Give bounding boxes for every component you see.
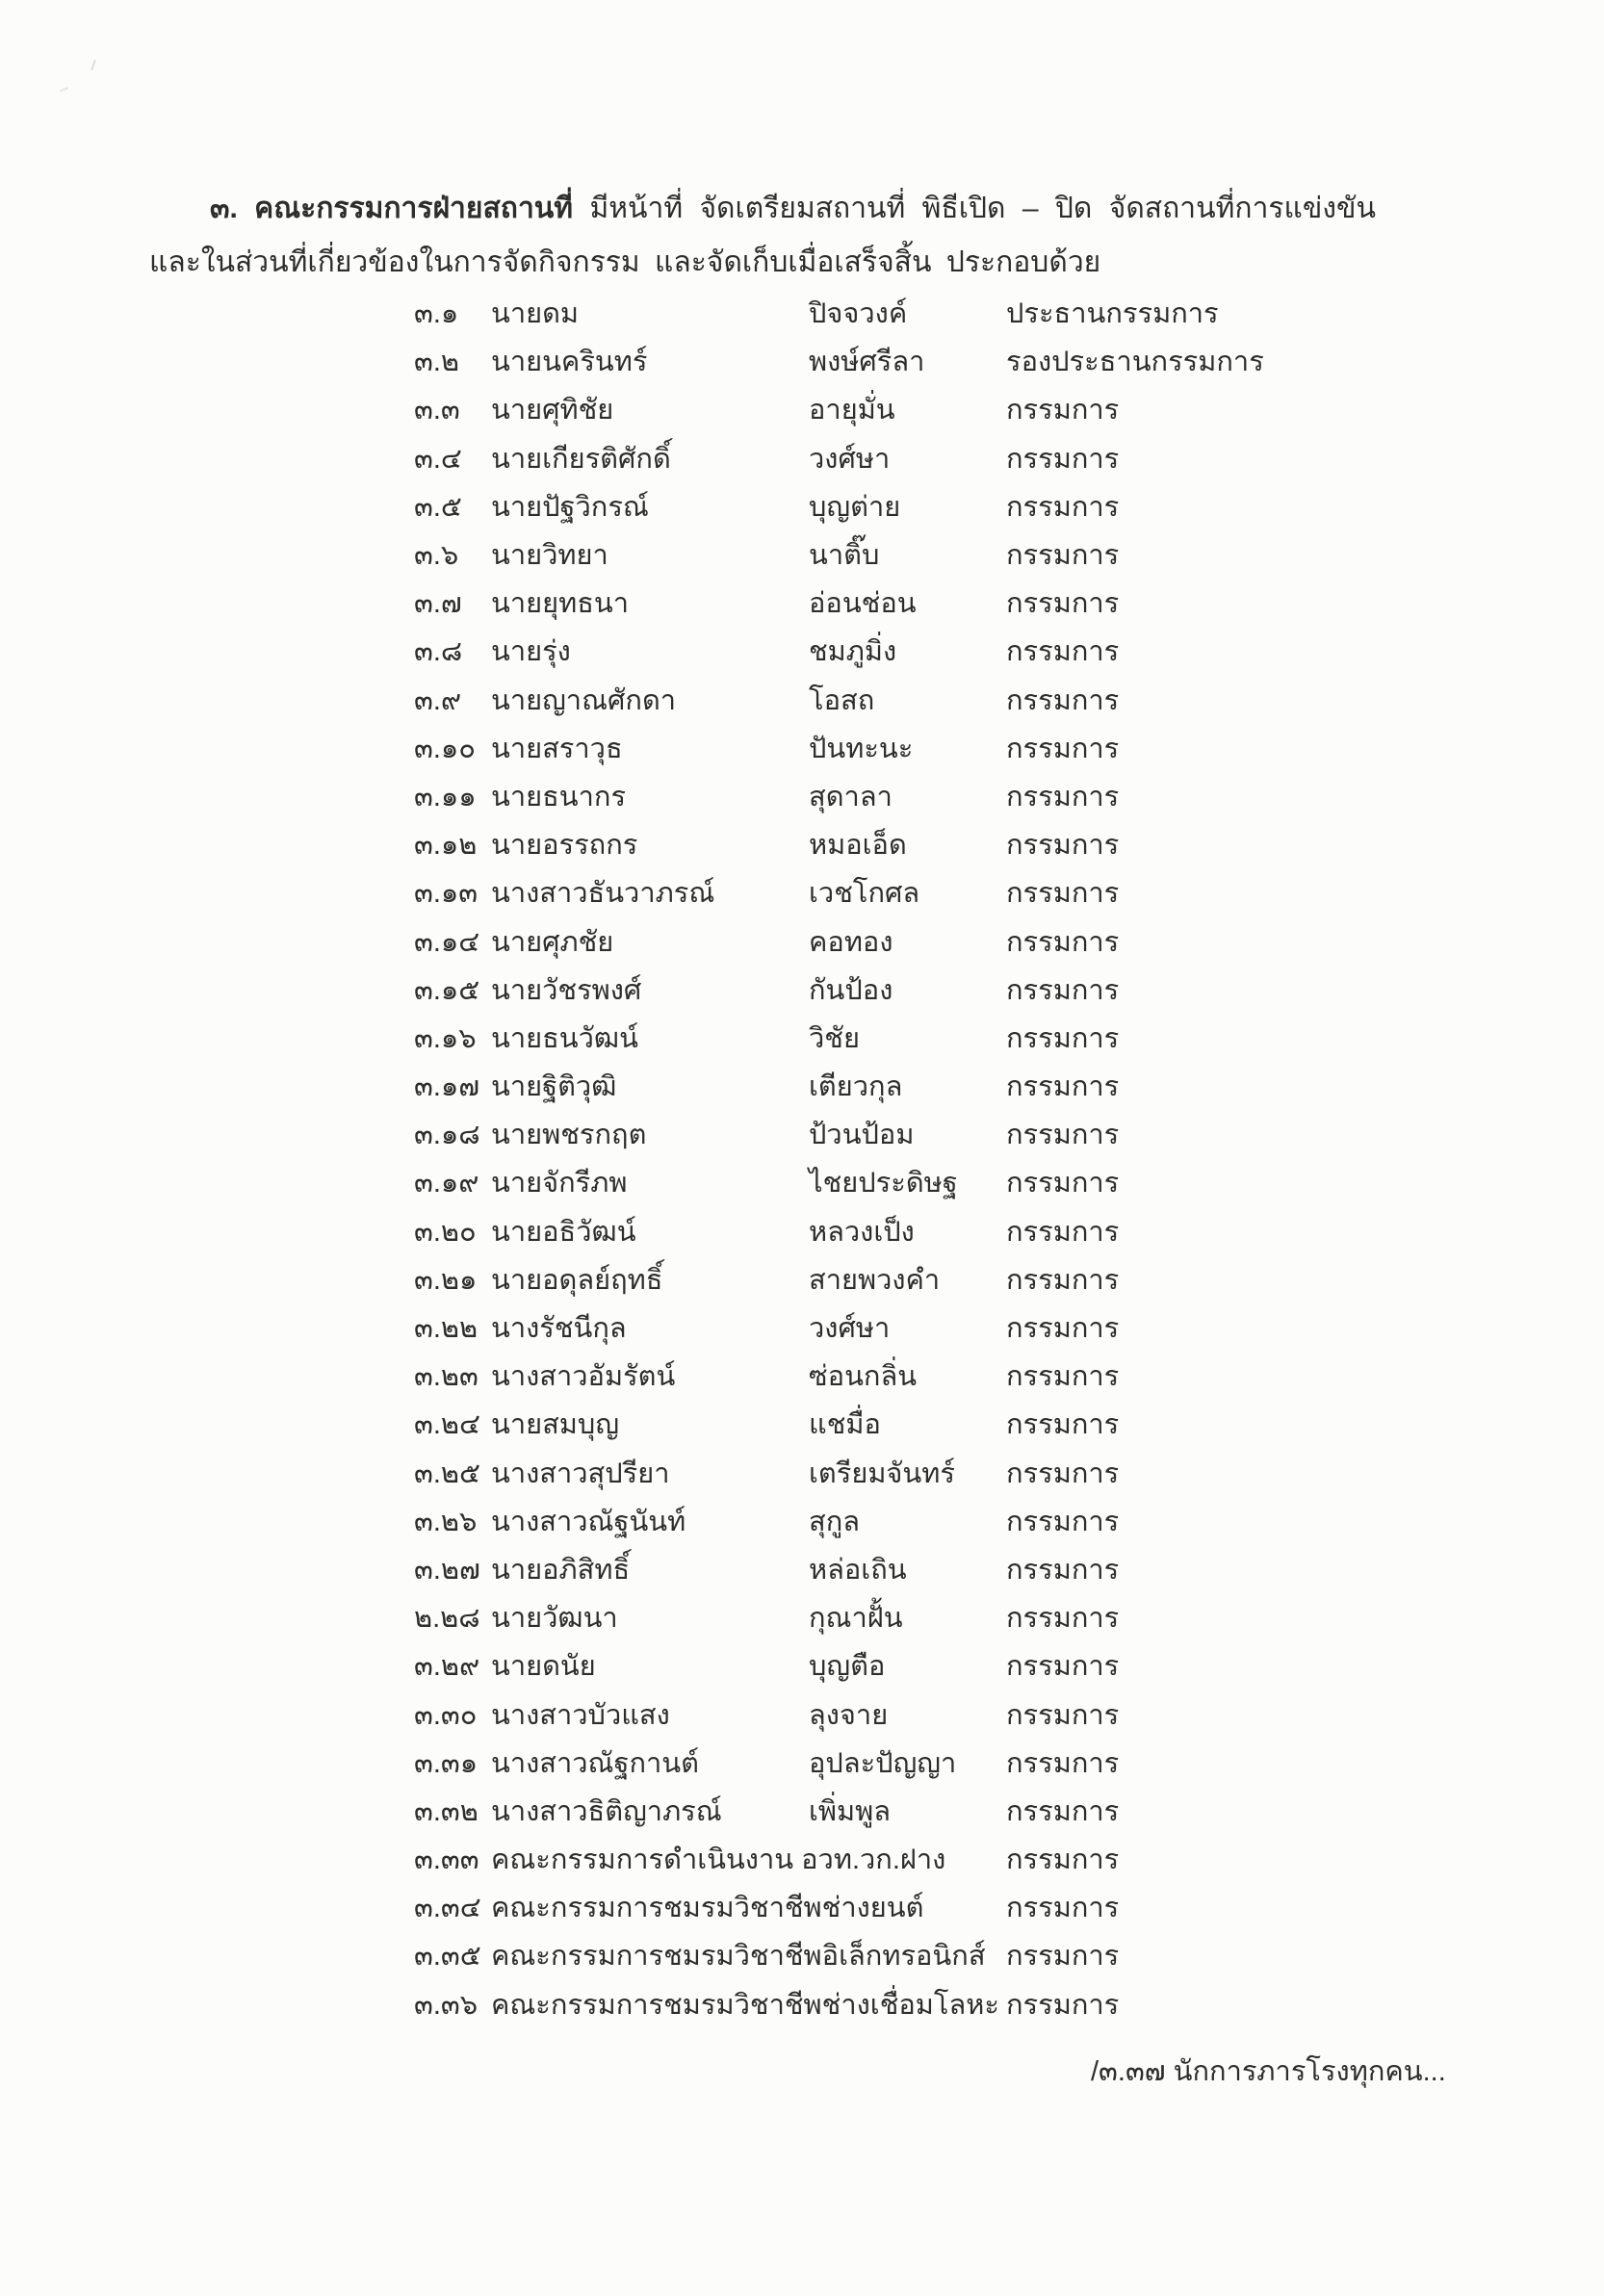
member-role: กรรมการ: [1006, 1409, 1120, 1441]
row-number: ๓.๒๙: [414, 1651, 480, 1683]
committee-row: [0, 337, 1604, 385]
member-role: กรรมการ: [1006, 1603, 1120, 1635]
member-name: นายศุทิชัย: [491, 395, 614, 426]
row-number: ๓.๒๗: [414, 1554, 480, 1586]
member-surname: ซ่อนกลิ่น: [809, 1361, 918, 1393]
member-surname: ปิจจวงค์: [809, 298, 908, 330]
row-number: ๓.๕: [414, 491, 462, 523]
row-number: ๓.๑๒: [414, 830, 478, 862]
member-name: นางสาวณัฐกานต์: [491, 1747, 699, 1779]
committee-row: [0, 1014, 1604, 1062]
committee-row: [0, 1835, 1604, 1883]
committee-row: [0, 434, 1604, 482]
member-surname: เพิ่มพูล: [809, 1795, 892, 1827]
row-number: ๓.๑๖: [414, 1022, 477, 1054]
member-surname: เตรียมจันทร์: [809, 1458, 955, 1489]
member-surname: อ่อนช่อน: [809, 588, 917, 620]
row-number: ๓.๑: [414, 298, 459, 330]
member-surname: นาติ๊บ: [809, 540, 880, 572]
member-role: กรรมการ: [1006, 1313, 1120, 1345]
member-role: กรรมการ: [1006, 926, 1120, 958]
member-name: นายปัฐวิกรณ์: [491, 491, 649, 523]
row-number: ๓.๒: [414, 347, 459, 378]
member-role: กรรมการ: [1006, 1795, 1120, 1827]
member-surname: ไชยประดิษฐ: [809, 1168, 958, 1200]
committee-row: [0, 385, 1604, 433]
committee-row: [0, 1980, 1604, 2028]
row-number: ๓.๙: [414, 684, 462, 716]
committee-row: [0, 579, 1604, 627]
member-role: กรรมการ: [1006, 540, 1120, 572]
committee-row: [0, 1062, 1604, 1110]
member-role: กรรมการ: [1006, 1361, 1120, 1393]
member-role: กรรมการ: [1006, 1747, 1120, 1779]
member-role: กรรมการ: [1006, 491, 1120, 523]
member-surname: กุณาฝั้น: [809, 1603, 903, 1635]
stray-pencil-mark: [60, 87, 68, 91]
member-name: คณะกรรมการชมรมวิชาชีพช่างเชื่อมโลหะ: [491, 1989, 999, 2021]
member-name: นายสราวุธ: [491, 733, 623, 764]
member-role: กรรมการ: [1006, 1120, 1120, 1151]
member-name: นายเกียรติศักดิ์: [491, 443, 671, 475]
row-number: ๓.๑๐: [414, 733, 476, 764]
member-name: นายยุทธนา: [491, 588, 630, 620]
member-name: คณะกรรมการชมรมวิชาชีพช่างยนต์: [491, 1893, 924, 1924]
row-number: ๓.๑๕: [414, 974, 480, 1006]
committee-row: [0, 1158, 1604, 1206]
member-name: นายศุภชัย: [491, 926, 614, 958]
member-surname: วงศ์ษา: [809, 443, 891, 475]
member-name: นายดนัย: [491, 1651, 596, 1683]
member-surname: ลุงจาย: [809, 1699, 889, 1731]
member-name: นางสาวธันวาภรณ์: [491, 878, 715, 910]
member-role: กรรมการ: [1006, 878, 1120, 910]
stray-pencil-mark: [91, 60, 95, 70]
member-surname: พงษ์ศรีลา: [809, 347, 925, 378]
member-name: นางรัชนีกุล: [491, 1313, 627, 1345]
committee-row: [0, 1400, 1604, 1448]
row-number: ๓.๑๙: [414, 1168, 479, 1200]
row-number: ๒.๒๘: [414, 1603, 480, 1635]
member-surname: ป้วนป้อม: [809, 1120, 915, 1151]
row-number: ๓.๓๓: [414, 1845, 479, 1876]
member-name: นางสาวอัมรัตน์: [491, 1361, 676, 1393]
member-name: คณะกรรมการชมรมวิชาชีพอิเล็กทรอนิกส์: [491, 1941, 986, 1973]
committee-row: [0, 1593, 1604, 1641]
committee-row: [0, 1207, 1604, 1255]
member-role: ประธานกรรมการ: [1006, 298, 1219, 330]
member-role: กรรมการ: [1006, 1989, 1120, 2021]
member-name: นายธนากร: [491, 781, 627, 813]
row-number: ๓.๒๑: [414, 1264, 478, 1296]
member-role: กรรมการ: [1006, 781, 1120, 813]
member-role: กรรมการ: [1006, 1264, 1120, 1296]
row-number: ๓.๔: [414, 443, 462, 475]
section-heading-continued: และในส่วนที่เกี่ยวข้องในการจัดกิจกรรม และจัดเก็บเมื่อเสร็จสิ้น ประกอบด้วย: [149, 246, 1101, 278]
member-surname: หล่อเถิน: [809, 1554, 907, 1586]
member-role: กรรมการ: [1006, 1893, 1120, 1924]
member-name: นายดม: [491, 298, 580, 330]
section-heading: [210, 189, 1376, 229]
member-role: รองประธานกรรมการ: [1006, 347, 1264, 378]
row-number: ๓.๒๕: [414, 1458, 480, 1489]
member-role: กรรมการ: [1006, 1845, 1120, 1876]
member-surname: ชมภูมิ่ง: [809, 636, 897, 668]
member-name: นายนครินทร์: [491, 347, 648, 378]
member-surname: สุดาลา: [809, 781, 893, 813]
member-role: กรรมการ: [1006, 1071, 1120, 1103]
member-name: นายพชรกฤต: [491, 1120, 647, 1151]
member-name: นางสาวบัวแสง: [491, 1699, 670, 1731]
row-number: ๓.๒๔: [414, 1409, 480, 1441]
row-number: ๓.๑๗: [414, 1071, 480, 1103]
member-name: นายอภิสิทธิ์: [491, 1554, 631, 1586]
member-name: นางสาวธิติญาภรณ์: [491, 1795, 722, 1827]
continuation-note: /๓.๓๗ นักการภารโรงทุกคน...: [1091, 2056, 1446, 2087]
member-role: กรรมการ: [1006, 1651, 1120, 1683]
committee-row: [0, 627, 1604, 675]
member-surname: เวชโกศล: [809, 878, 920, 910]
member-role: กรรมการ: [1006, 1168, 1120, 1200]
row-number: ๓.๓๕: [414, 1941, 481, 1973]
member-name: นายอดุลย์ฤทธิ์: [491, 1264, 663, 1296]
row-number: ๓.๓๒: [414, 1795, 479, 1827]
row-number: ๓.๒๖: [414, 1506, 478, 1537]
row-number: ๓.๓๖: [414, 1989, 479, 2021]
row-number: ๓.๗: [414, 588, 462, 620]
member-surname: อายุมั่น: [809, 395, 895, 426]
member-role: กรรมการ: [1006, 443, 1120, 475]
member-name: นายอธิวัฒน์: [491, 1216, 636, 1248]
member-surname: บุญตือ: [809, 1651, 886, 1683]
member-surname: เตียวกุล: [809, 1071, 903, 1103]
member-surname: บุญต่าย: [809, 491, 901, 523]
row-number: ๓.๒๓: [414, 1361, 479, 1393]
member-surname: แชมื่อ: [809, 1409, 881, 1441]
member-role: กรรมการ: [1006, 588, 1120, 620]
committee-row: [0, 966, 1604, 1014]
committee-row: [0, 772, 1604, 820]
committee-row: [0, 1690, 1604, 1738]
member-surname: อุปละปัญญา: [809, 1747, 957, 1779]
member-name: นายอรรถกร: [491, 830, 638, 862]
committee-row: [0, 820, 1604, 868]
member-name: นายฐิติวุฒิ: [491, 1071, 617, 1103]
row-number: ๓.๓๔: [414, 1893, 481, 1924]
row-number: ๓.๑๔: [414, 926, 480, 958]
member-name: นางสาวสุปรียา: [491, 1458, 670, 1489]
committee-list: [0, 289, 1604, 2028]
committee-row: [0, 1787, 1604, 1835]
member-name: นายรุ่ง: [491, 636, 571, 668]
committee-row: [0, 1883, 1604, 1931]
member-name: นายสมบุญ: [491, 1409, 620, 1441]
member-name: นายจักรีภพ: [491, 1168, 628, 1200]
committee-row: [0, 1110, 1604, 1158]
committee-row: [0, 1739, 1604, 1787]
member-role: กรรมการ: [1006, 1699, 1120, 1731]
member-role: กรรมการ: [1006, 1022, 1120, 1054]
row-number: ๓.๒๒: [414, 1313, 479, 1345]
section-heading-title: ๓. คณะกรรมการฝ่ายสถานที่: [210, 193, 574, 224]
committee-row: [0, 1931, 1604, 1979]
member-role: กรรมการ: [1006, 733, 1120, 764]
member-surname: หลวงเป็ง: [809, 1216, 915, 1248]
member-surname: หมอเอ็ด: [809, 830, 907, 862]
member-surname: สุกูล: [809, 1506, 861, 1537]
member-surname: วงศ์ษา: [809, 1313, 891, 1345]
section-heading-duty: มีหน้าที่ จัดเตรียมสถานที่ พิธีเปิด – ปิด จัดสถานที่การแข่งขัน: [589, 193, 1377, 224]
row-number: ๓.๓: [414, 395, 460, 426]
row-number: ๓.๒๐: [414, 1216, 477, 1248]
member-role: กรรมการ: [1006, 1941, 1120, 1973]
committee-row: [0, 868, 1604, 916]
member-role: กรรมการ: [1006, 830, 1120, 862]
member-name: นายธนวัฒน์: [491, 1022, 638, 1054]
committee-row: [0, 289, 1604, 337]
member-surname: ปันทะนะ: [809, 733, 914, 764]
member-surname: คอทอง: [809, 926, 893, 958]
member-surname: สายพวงคำ: [809, 1264, 941, 1296]
row-number: ๓.๑๓: [414, 878, 479, 910]
committee-row: [0, 1303, 1604, 1352]
member-role: กรรมการ: [1006, 1554, 1120, 1586]
committee-row: [0, 1449, 1604, 1497]
member-role: กรรมการ: [1006, 395, 1120, 426]
member-role: กรรมการ: [1006, 1458, 1120, 1489]
member-surname: โอสถ: [809, 684, 875, 716]
committee-row: [0, 916, 1604, 965]
row-number: ๓.๑๑: [414, 781, 477, 813]
row-number: ๓.๑๘: [414, 1120, 480, 1151]
committee-row: [0, 530, 1604, 579]
row-number: ๓.๖: [414, 540, 459, 572]
row-number: ๓.๘: [414, 636, 463, 668]
member-name: นายวัชรพงศ์: [491, 974, 642, 1006]
row-number: ๓.๓๑: [414, 1747, 479, 1779]
member-name: นายวัฒนา: [491, 1603, 618, 1635]
member-role: กรรมการ: [1006, 684, 1120, 716]
committee-row: [0, 724, 1604, 772]
committee-row: [0, 1641, 1604, 1690]
member-name: นายญาณศักดา: [491, 684, 677, 716]
member-role: กรรมการ: [1006, 1506, 1120, 1537]
member-name: นายวิทยา: [491, 540, 608, 572]
member-role: กรรมการ: [1006, 974, 1120, 1006]
committee-row: [0, 482, 1604, 530]
committee-row: [0, 1255, 1604, 1303]
member-surname: กันป้อง: [809, 974, 893, 1006]
committee-row: [0, 676, 1604, 724]
member-name: คณะกรรมการดำเนินงาน อวท.วก.ฝาง: [491, 1845, 946, 1876]
member-name: นางสาวณัฐนันท์: [491, 1506, 686, 1537]
committee-row: [0, 1497, 1604, 1545]
committee-row: [0, 1352, 1604, 1400]
member-role: กรรมการ: [1006, 1216, 1120, 1248]
row-number: ๓.๓๐: [414, 1699, 478, 1731]
member-surname: วิชัย: [809, 1022, 860, 1054]
committee-row: [0, 1545, 1604, 1593]
member-role: กรรมการ: [1006, 636, 1120, 668]
